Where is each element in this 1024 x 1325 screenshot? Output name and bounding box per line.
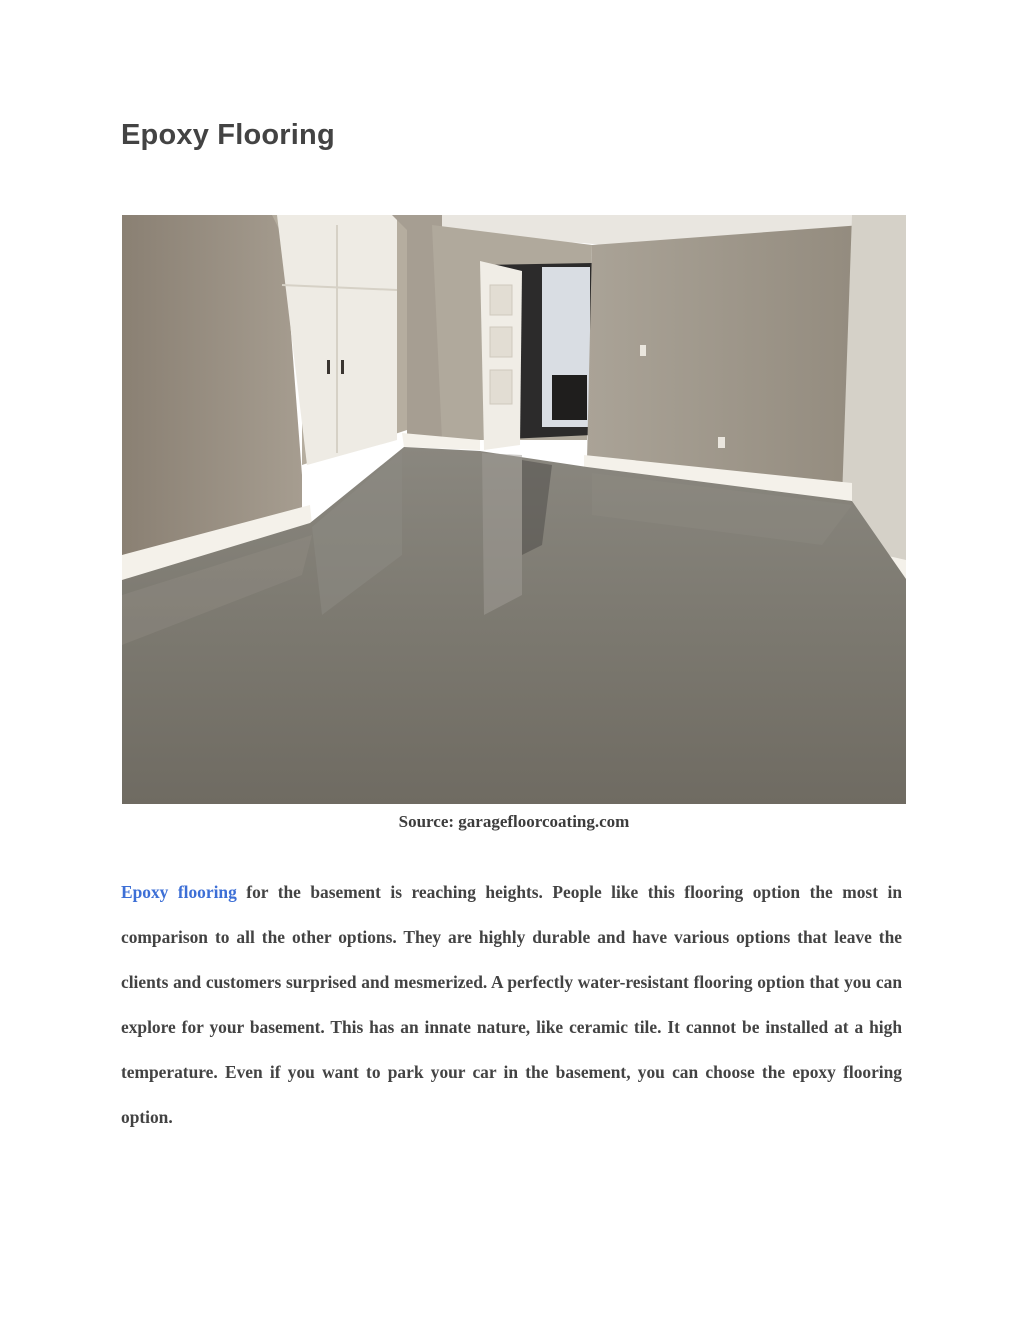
epoxy-flooring-link[interactable]: Epoxy flooring bbox=[121, 882, 237, 902]
article-paragraph bbox=[121, 870, 902, 1140]
image-caption: Source: garagefloorcoating.com bbox=[398, 812, 630, 831]
paragraph-text: for the basement is reaching heights. People like this flooring option the most in comparison to all the other options. They are highly durable and have various options that leave the clients and customers surprised and mesmerized. A perfectly water-resistant flooring option that you can explore for your basement. This has an innate nature, like ceramic tile. It cannot be installed at a high temperature. Even if you want to park your car in the basement, you can choose the epoxy flooring option. bbox=[121, 882, 902, 1127]
page-title: Epoxy Flooring bbox=[121, 119, 335, 151]
basement-epoxy-floor-photo bbox=[122, 215, 906, 804]
